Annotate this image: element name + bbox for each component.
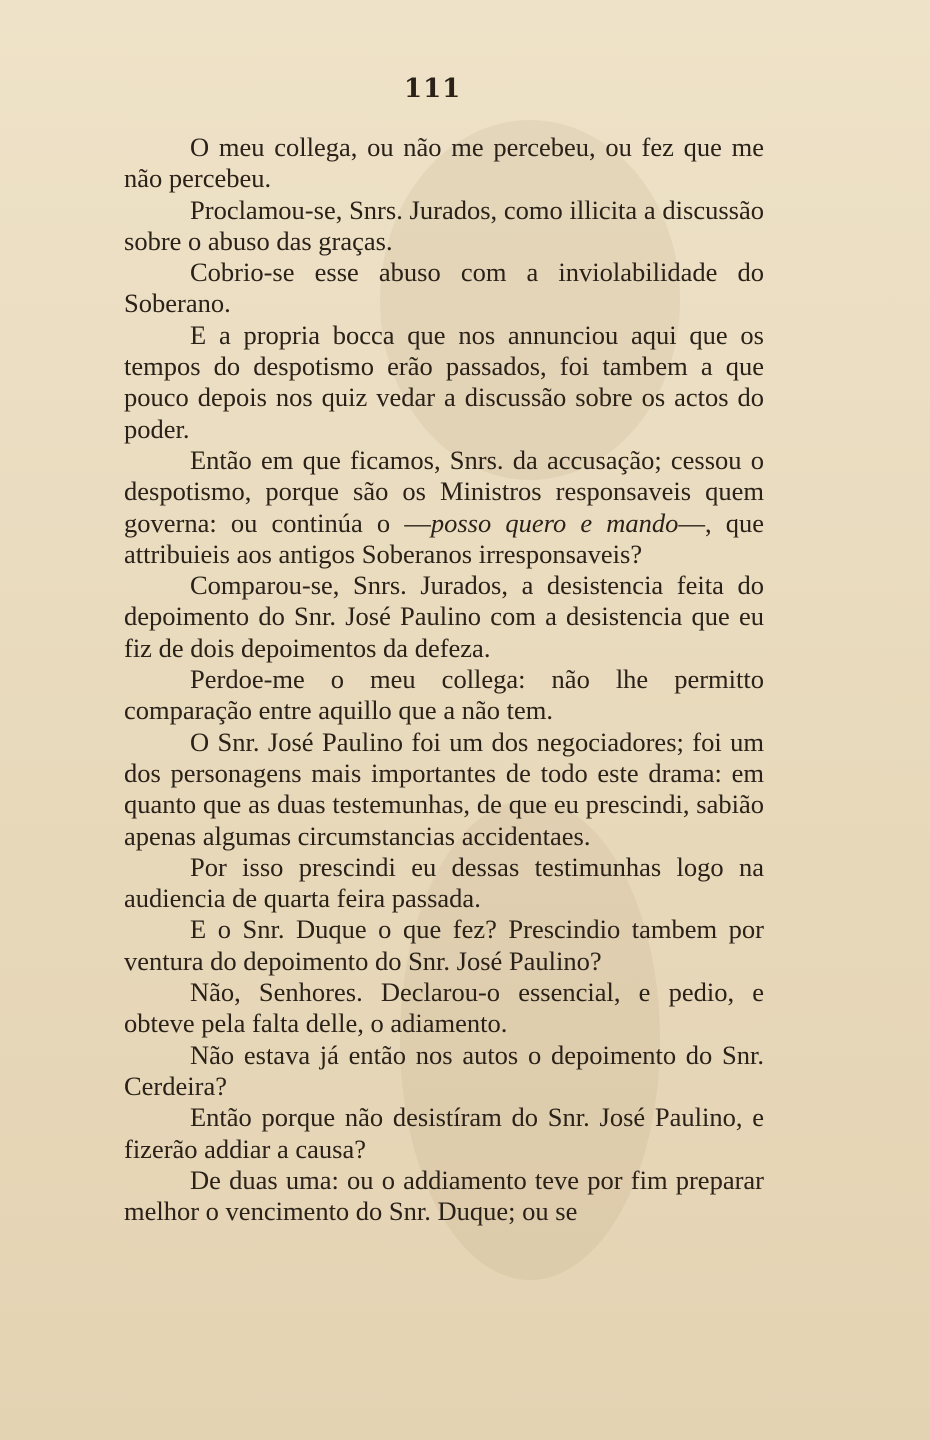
paragraph-text: Então em que ficamos, Snrs. da accusação; cessou o despotismo, porque são os Ministros responsaveis quem governa: ou continúa o — — [124, 444, 764, 538]
paragraph-text: —, que attribuieis aos antigos Soberanos irresponsaveis? — [124, 507, 764, 569]
paragraph: Proclamou-se, Snrs. Jurados, como illicita a discussão sobre o abuso das graças. — [124, 194, 764, 256]
page-number: 111 — [404, 74, 462, 104]
paragraph: Cobrio-se esse abuso com a inviolabilidade do Soberano. — [124, 257, 764, 319]
paragraph — [124, 445, 764, 570]
body-text — [124, 132, 764, 1227]
paragraph: Comparou-se, Snrs. Jurados, a desistencia feita do depoimento do Snr. José Paulino com a desistencia que eu fiz de dois depoimentos da defeza. — [124, 570, 764, 663]
paragraph: De duas uma: ou o addiamento teve por fim preparar melhor o vencimento do Snr. Duque; ou se — [124, 1164, 764, 1227]
paragraph: E o Snr. Duque o que fez? Prescindio tambem por ventura do depoimento do Snr. José Paulino? — [124, 914, 764, 976]
paragraph: Não, Senhores. Declarou-o essencial, e pedio, e obteve pela falta delle, o adiamento. — [124, 977, 764, 1039]
paragraph: Então porque não desistíram do Snr. José Paulino, e fizerão addiar a causa? — [124, 1102, 764, 1164]
paragraph: O Snr. José Paulino foi um dos negociadores; foi um dos personagens mais importantes de todo este drama: em quanto que as duas testemunhas, de que eu prescindi, sabião apenas algumas circumstancias accidentaes. — [124, 726, 764, 851]
paragraph: Por isso prescindi eu dessas testimunhas logo na audiencia de quarta feira passada. — [124, 851, 764, 914]
paragraph: Não estava já então nos autos o depoimento do Snr. Cerdeira? — [124, 1039, 764, 1101]
paragraph: Perdoe-me o meu collega: não lhe permitto comparação entre aquillo que a não tem. — [124, 664, 764, 726]
paragraph: O meu collega, ou não me percebeu, ou fez que me não percebeu. — [124, 132, 764, 194]
italic-quote: posso quero e mando — [430, 507, 679, 538]
paragraph: E a propria bocca que nos annunciou aqui que os tempos do despotismo erão passados, foi tambem a que pouco depois nos quiz vedar a discussão sobre os actos do poder. — [124, 319, 764, 444]
